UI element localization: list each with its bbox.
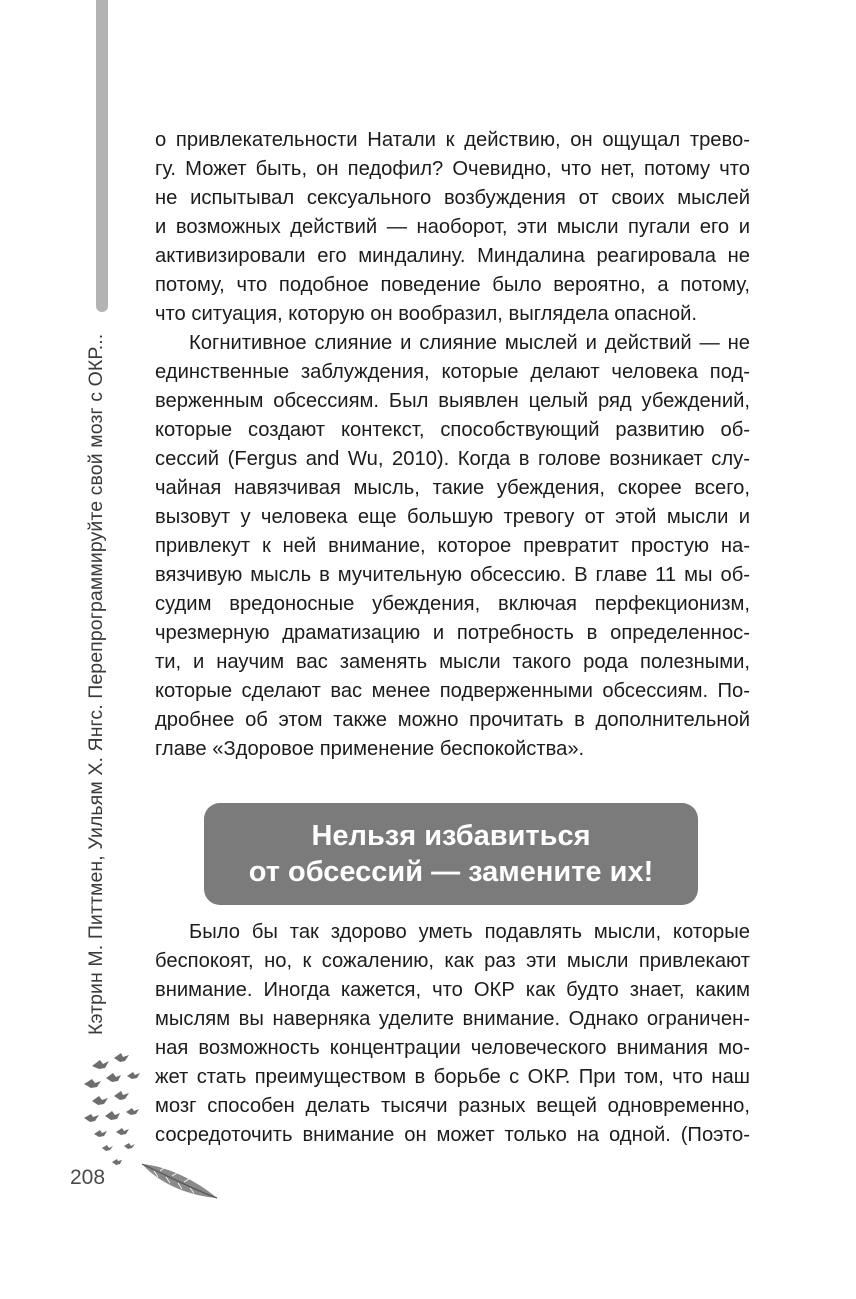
text-line: вязчивую мысль в мучительную обсессию. В главе 11 мы об- [155, 564, 750, 586]
text-line: которые сделают вас менее подверженными обсессиям. По- [155, 680, 750, 702]
running-head: Кэтрин М. Питтмен, Уильям Х. Янгс. Перепрограммируйте свой мозг с ОКР... [85, 333, 107, 1035]
body-text-bottom [155, 918, 750, 1150]
text-line: и возможных действий — наоборот, эти мысли пугали его и [155, 216, 750, 238]
text-line: активизировали его миндалину. Миндалина реагировала не [155, 245, 750, 267]
text-line: судим вредоносные убеждения, включая перфекционизм, [155, 593, 750, 615]
text-line: ти, и научим вас заменять мысли такого рода полезными, [155, 651, 750, 673]
section-heading-line: Нельзя избавиться [311, 820, 591, 852]
section-heading-line: от обсессий — замените их! [248, 856, 654, 888]
text-line: чайная навязчивая мысль, такие убеждения, скорее всего, [155, 477, 750, 499]
text-line: беспокоят, но, к сожалению, как раз эти мысли привлекают [155, 950, 750, 972]
section-heading [204, 803, 698, 905]
text-line: о привлекательности Натали к действию, он ощущал трево- [155, 129, 750, 151]
text-line: вызовут у человека еще большую тревогу от этой мысли и [155, 506, 750, 528]
text-line: внимание. Иногда кажется, что ОКР как будто знает, каким [155, 979, 750, 1001]
sidebar-bar [96, 0, 108, 312]
text-line: которые создают контекст, способствующий развитию об- [155, 419, 750, 441]
text-line: жет стать преимуществом в борьбе с ОКР. При том, что наш [155, 1066, 750, 1088]
page-number: 208 [70, 1166, 106, 1189]
text-line: сессий (Fergus and Wu, 2010). Когда в голове возникает слу- [155, 448, 750, 470]
text-line: главе «Здоровое применение беспокойства». [155, 738, 585, 760]
text-line: Когнитивное слияние и слияние мыслей и действий — не [189, 332, 750, 354]
text-line: ная возможность концентрации человеческого внимания мо- [155, 1037, 750, 1059]
text-line: мозг способен делать тысячи разных вещей одновременно, [155, 1095, 750, 1117]
paragraph-cognitive [155, 329, 750, 764]
text-line: единственные заблуждения, которые делают человека под- [155, 361, 750, 383]
text-line: мыслям вы наверняка уделите внимание. Однако ограничен- [155, 1008, 750, 1030]
paragraph-replace [155, 918, 750, 1150]
text-line: сосредоточить внимание он может только на одной. (Поэто- [155, 1124, 750, 1146]
text-line: что ситуация, которую он вообразил, выглядела опасной. [155, 303, 698, 325]
text-line: гу. Может быть, он педофил? Очевидно, что нет, потому что [155, 158, 750, 180]
text-line: Было бы так здорово уметь подавлять мысли, которые [189, 921, 750, 943]
text-line: не испытывал сексуального возбуждения от своих мыслей [155, 187, 750, 209]
paragraph-continuation [155, 126, 750, 329]
text-line: верженным обсессиям. Был выявлен целый ряд убеждений, [155, 390, 750, 412]
text-line: потому, что подобное поведение было вероятно, а потому, [155, 274, 750, 296]
text-line: привлекут к ней внимание, которое превратит простую на- [155, 535, 750, 557]
text-line: дробнее об этом также можно прочитать в дополнительной [155, 709, 750, 731]
text-line: чрезмерную драматизацию и потребность в определеннос- [155, 622, 750, 644]
body-text-top [155, 126, 750, 764]
